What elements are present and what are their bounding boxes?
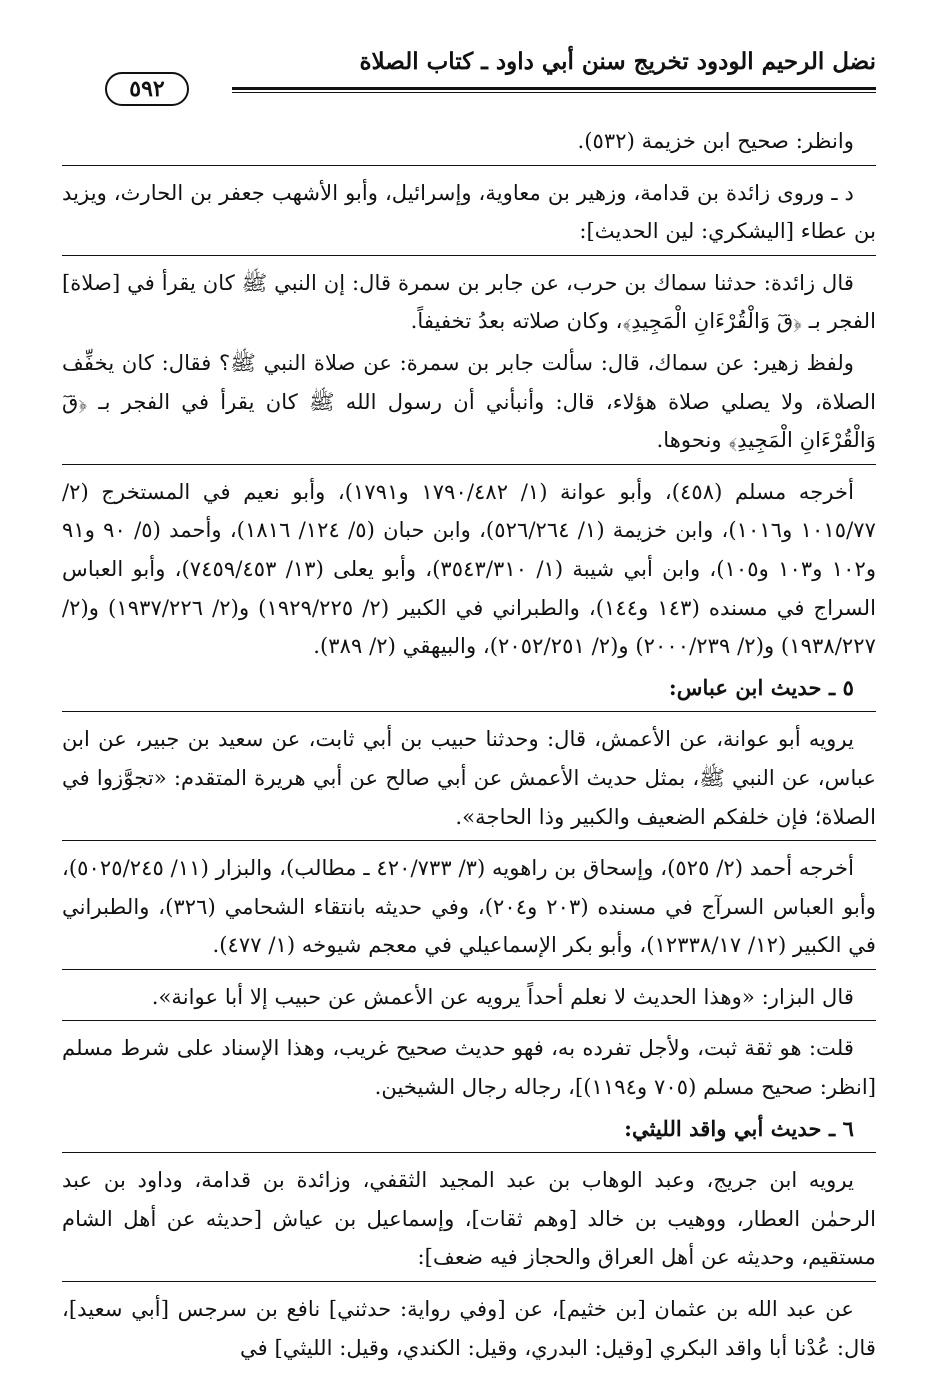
paragraph: أخرجه مسلم (٤٥٨)، وأبو عوانة (١/ ١٧٩٠/٤٨٢ و١٧٩١)، وأبو نعيم في المستخرج (٢/ ١٠١٥/٧٧ و١٠١٦)، وابن خزيمة (١/ ٥٢٦/٢٦٤)، وابن حبان (٥/ ١٢٤/ ١٨١٦)، وأحمد (٥/ ٩٠ و٩١ و١٠٢ و١٠٣ و١٠٥)، وابن أبي شيبة (١/ ٣٥٤٣/٣١٠)، وأبو يعلى (١٣/ ٧٤٥٩/٤٥٣)، وأبو العباس السراج في مسنده (١٤٣ و١٤٤)، والطبراني في الكبير (٢/ ١٩٢٩/٢٢٥) و(٢/ ١٩٣٧/٢٢٦) و(٢/ ١٩٣٨/٢٢٧) و(٢/ ٢٠٠٠/٢٣٩) و(٢/ ٢٠٥٢/٢٥١)، والبيهقي (٢/ ٣٨٩). bbox=[62, 478, 877, 659]
page-header bbox=[62, 0, 876, 110]
running-title: نضل الرحيم الودود تخريج سنن أبي داود ـ كتاب الصلاة bbox=[359, 48, 876, 75]
paragraph: ٦ ـ حديث أبي واقد الليثي: bbox=[62, 1110, 876, 1154]
page-number-box bbox=[62, 68, 232, 110]
paragraph: د ـ وروى زائدة بن قدامة، وزهير بن معاوية، وإسرائيل، وأبو الأشهب جعفر بن الحارث، ويزيد بن عطاء [اليشكري: لين الحديث]: bbox=[62, 174, 876, 256]
paragraph: أخرجه أحمد (٢/ ٥٢٥)، وإسحاق بن راهويه (٣/ ٤٢٠/٧٣٣ ـ مطالب)، والبزار (١١/ ٥٠٢٥/٢٤٥)، وأبو العباس السرآج في مسنده (٢٠٣ و٢٠٤)، وفي حديثه بانتقاء الشحامي (٣٢٦)، والطبراني في الكبير (١٢/ ١٢٣٣٨/١٧)، وأبو بكر الإسماعيلي في معجم شيوخه (١/ ٤٧٧). bbox=[62, 849, 876, 970]
page-number: ٥٩٢ bbox=[105, 72, 188, 106]
paragraph: يرويه ابن جريج، وعبد الوهاب بن عبد المجيد الثقفي، وزائدة بن قدامة، وداود بن عبد الرحمٰن العطار، ووهيب بن خالد [وهم ثقات]، وإسماعيل بن عياش [حديثه عن أهل الشام مستقيم، وحديثه عن أهل العراق والحجاز فيه ضعف]: bbox=[62, 1161, 876, 1282]
body-text bbox=[62, 122, 876, 1370]
paragraph: قال زائدة: حدثنا سماك بن حرب، عن جابر بن سمرة قال: إن النبي ﷺ كان يقرأ في [صلاة] الفجر بـ ﴿قٓ وَالْقُرْءَانِ الْمَجِيدِ﴾، وكان صلاته بعدُ تخفيفاً. bbox=[62, 269, 876, 334]
paragraph: يرويه أبو عوانة، عن الأعمش، قال: وحدثنا حبيب بن أبي ثابت، عن سعيد بن جبير، عن ابن عباس، عن النبي ﷺ، بمثل حديث الأعمش عن أبي صالح عن أبي هريرة المتقدم: «تجوَّزوا في الصلاة؛ فإن خلفكم الضعيف والكبير وذا الحاجة». bbox=[62, 720, 876, 841]
paragraph: ولفظ زهير: عن سماك، قال: سألت جابر بن سمرة: عن صلاة النبي ﷺ؟ فقال: كان يخفِّف الصلاة، ولا يصلي صلاة هؤلاء، قال: وأنبأني أن رسول الله ﷺ كان يقرأ في الفجر بـ ﴿قٓ وَالْقُرْءَانِ الْمَجِيدِ﴾ ونحوها. bbox=[62, 344, 876, 465]
paragraph: قال البزار: «وهذا الحديث لا نعلم أحداً يرويه عن الأعمش عن حبيب إلا أبا عوانة». bbox=[62, 978, 876, 1022]
paragraph: قلت: هو ثقة ثبت، ولأجل تفرده به، فهو حديث صحيح غريب، وهذا الإسناد على شرط مسلم [انظر: صحيح مسلم (٧٠٥ و١١٩٤)]، رجاله رجال الشيخين. bbox=[62, 1035, 876, 1100]
paragraph: عن عبد الله بن عثمان [بن خثيم]، عن [وفي رواية: حدثني] نافع بن سرجس [أبي سعيد]، قال: عُدْنا أبا واقد البكري [وقيل: البدري، وقيل: الكندي، وقيل: الليثي] في bbox=[62, 1296, 876, 1360]
paragraph: ٥ ـ حديث ابن عباس: bbox=[62, 669, 876, 713]
paragraph: وانظر: صحيح ابن خزيمة (٥٣٢). bbox=[62, 122, 876, 166]
